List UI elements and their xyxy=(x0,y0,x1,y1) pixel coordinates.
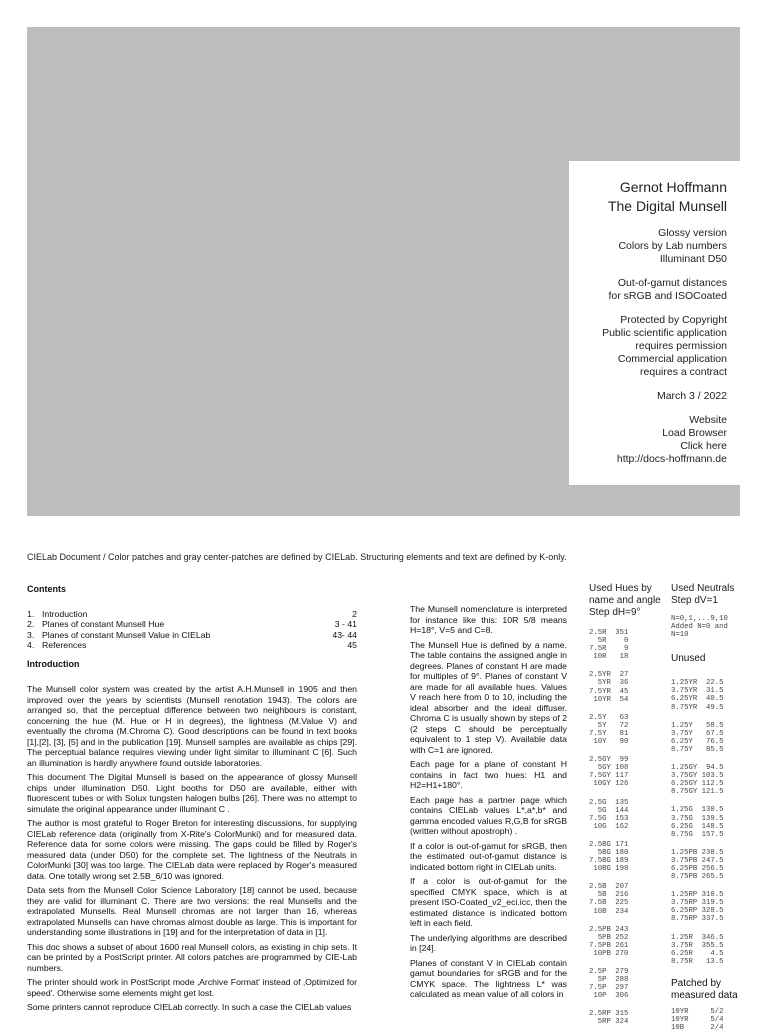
intro-paragraph: The Munsell color system was created by the artist A.H.Munsell in 1905 and then improved over the years by scientists (Munsell renotation 1943). The colors are arranged so, that the perceptual difference between two neighbours is constant, concerning the hue (M. Hue or H in degrees), the lightness (M.Value V) and eventually the chroma (M.Chroma C). Good descriptions can be found in text books [1],[2], [3], [5] and in the publication [19]. Munsell samples are available as chips [29]. The perceptual balance requires viewing under light similar to illuminant C [6]. Such an illumination is hardly anywhere found outside laboratories. xyxy=(27,684,357,768)
value-line: 10YR 54 xyxy=(589,695,629,704)
value-line: 10BG 198 xyxy=(589,865,629,874)
neutrals-header-line: Used Neutrals xyxy=(671,583,735,594)
value-line: 2.5B 207 xyxy=(589,883,629,892)
value-line: 10G 162 xyxy=(589,822,629,831)
toc-page: 3 - 41 xyxy=(334,619,357,629)
value-line: 2.5PB 243 xyxy=(589,925,629,934)
version-line: Illuminant D50 xyxy=(659,253,727,265)
body-paragraph: Each page for a plane of constant H contains in fact two hues: H1 and H2=H1+180°. xyxy=(410,759,567,790)
version-line: Glossy version xyxy=(658,227,727,239)
neutrals-header-line: Step dV=1 xyxy=(671,595,718,606)
gamut-line: Out-of-gamut distances xyxy=(617,277,727,289)
value-group xyxy=(671,764,743,796)
toc-title: References xyxy=(42,640,87,650)
value-group xyxy=(589,714,665,746)
value-group xyxy=(589,671,665,703)
value-line: 8.75Y 85.5 xyxy=(671,745,724,754)
value-group xyxy=(589,1010,665,1026)
body-paragraph: If a color is out-of-gamut for sRGB, then the estimated out-of-gamut distance is indicated bottom right in CIELab units. xyxy=(410,840,567,872)
value-line: 3.75PB 247.5 xyxy=(671,856,724,865)
value-line: 7.5Y 81 xyxy=(589,729,629,738)
middle-column xyxy=(410,604,567,1004)
left-column xyxy=(27,584,357,1017)
toc-title: Planes of constant Munsell Value in CIELab xyxy=(42,629,211,640)
value-line: 5GY 108 xyxy=(589,764,629,773)
value-line: 8.75PB 265.5 xyxy=(671,873,724,882)
copyright-line: Protected by Copyright xyxy=(620,314,727,326)
value-line: 3.75GY 103.5 xyxy=(671,772,724,781)
value-line: 5BG 180 xyxy=(589,848,629,857)
body-paragraph: The underlying algorithms are described in [24]. xyxy=(410,932,567,953)
toc-page: 45 xyxy=(347,640,357,650)
website-url[interactable]: http://docs-hoffmann.de xyxy=(616,453,727,465)
toc-entry[interactable] xyxy=(27,619,357,630)
value-line: 2.5GY 99 xyxy=(589,756,629,765)
copyright-line: requires a contract xyxy=(640,366,727,378)
value-line: 7.5P 297 xyxy=(589,984,629,993)
copyright-line: requires permission xyxy=(635,340,727,352)
value-line: 8.75YR 49.5 xyxy=(671,703,724,712)
value-group xyxy=(671,849,743,881)
version-line: Colors by Lab numbers xyxy=(618,240,727,252)
value-line: 1.25R 346.5 xyxy=(671,933,724,942)
value-group xyxy=(671,934,743,966)
value-line: 5YR 36 xyxy=(589,679,629,688)
introduction-heading: Introduction xyxy=(27,658,80,669)
value-group xyxy=(671,891,743,923)
value-line: 2.5P 279 xyxy=(589,968,629,976)
value-line: 7.5YR 45 xyxy=(589,687,629,696)
body-paragraph: The Munsell Hue is defined by a name. The table contains the assigned angle in degrees. Planes of constant H are made for multiples of 9°. Planes of constant V are made for all available hues. Values V reach here from 0 to 10, including the ideal absorber and the ideal diffuser. Chroma C is usually shown by steps of 2 (2 steps C should be perceptually equivalent to 1 step V). Available data with C=1 are ignored. xyxy=(410,639,567,755)
value-group xyxy=(589,926,665,958)
body-paragraph: Each page has a partner page which contains CIELab values L*,a*,b* and gamma encoded values R,G,B for sRGB (written without apostroph) . xyxy=(410,794,567,836)
value-line: 5P 288 xyxy=(589,976,629,985)
toc-entry[interactable] xyxy=(27,609,357,620)
value-line: 8.75GY 121.5 xyxy=(671,788,724,797)
contents-heading: Contents xyxy=(27,584,66,594)
gamut-line: for sRGB and ISOCoated xyxy=(608,290,727,302)
hues-header-line: Used Hues by xyxy=(589,583,652,594)
toc-entry[interactable] xyxy=(27,630,357,641)
copyright-line: Commercial application xyxy=(617,353,727,365)
value-line: 5Y 72 xyxy=(589,721,629,730)
link-line[interactable]: Website xyxy=(689,414,727,426)
toc-title: Planes of constant Munsell Hue xyxy=(42,619,165,629)
unused-list xyxy=(671,679,743,966)
measured-line: 10YR 5/2 xyxy=(671,1007,724,1016)
value-group xyxy=(671,722,743,754)
value-line: 2.5BG 171 xyxy=(589,840,629,849)
document-note: CIELab Document / Color patches and gray center-patches are defined by CIELab. Structuring elements and text are defined by K-only. xyxy=(27,552,567,562)
intro-paragraph: This document The Digital Munsell is based on the appearance of glossy Munsell chips under illumination D50. Light booths for D50 are available, either with fluorescent tubes or with Solux tungsten halogen bulbs [26]. There was no attempt to simulate the original appearance under illuminant C . xyxy=(27,772,357,814)
value-line: 7.5GY 117 xyxy=(589,772,629,781)
value-line: 7.5G 153 xyxy=(589,814,629,823)
value-line: 2.5Y 63 xyxy=(589,713,629,722)
body-paragraph: Planes of constant V in CIELab contain gamut boundaries for sRGB and for the CMYK space. The lightness L* was calculated as mean value of all colors in xyxy=(410,957,567,999)
neutrals-line: N=0,1,...9,10 xyxy=(671,615,728,623)
toc-entry[interactable] xyxy=(27,640,357,651)
value-line: 1.25PB 238.5 xyxy=(671,848,724,857)
toc-number: 3. xyxy=(27,629,35,640)
table-of-contents xyxy=(27,609,357,651)
toc-page: 43- 44 xyxy=(332,629,357,640)
measured-line: 10B 2/4 xyxy=(671,1024,724,1032)
neutrals-column xyxy=(671,583,743,1032)
value-line: 3.75R 355.5 xyxy=(671,941,724,950)
value-group xyxy=(589,799,665,831)
value-line: 6.25GY 112.5 xyxy=(671,780,724,789)
value-group xyxy=(589,756,665,788)
value-line: 2.5YR 27 xyxy=(589,671,629,680)
value-line: 10GY 126 xyxy=(589,780,629,789)
intro-paragraph: This doc shows a subset of about 1600 real Munsell colors, as existing in chip sets. It can be printed by a PostScript printer. All colors patches are programmed by CIE-Lab numbers. xyxy=(27,941,357,973)
author: Gernot Hoffmann xyxy=(619,179,727,195)
value-group xyxy=(589,629,665,661)
measured-line: 10YR 5/4 xyxy=(671,1016,724,1024)
value-line: 5RP 324 xyxy=(589,1018,629,1027)
body-paragraph: If a color is out-of-gamut for the specified CMYK space, which is at present ISO-Coated_v2_eci.icc, then the estimated distance is indicated bottom left in each field. xyxy=(410,876,567,928)
intro-paragraph: The author is most grateful to Roger Breton for interesting discussions, for supplying CIELab reference data (originally from X-Rite's ColorMunki) and for measured data. Reference data for some colors were missing. The gaps could be filled by Roger's measured data (under D50) for the complete set. The lightness of the Neutrals in ColorMunki [30] was too large. The CIELab data were replaced by Roger's measured data. One totally wrong set 2.5B_6/10 was ignored. xyxy=(27,818,357,881)
value-group xyxy=(671,679,743,711)
value-line: 3.75G 139.5 xyxy=(671,814,724,823)
value-line: 10B 234 xyxy=(589,907,629,916)
value-line: 8.75RP 337.5 xyxy=(671,915,724,924)
value-line: 1.25Y 58.5 xyxy=(671,721,724,730)
value-line: 8.75R 13.5 xyxy=(671,957,724,966)
value-line: 1.25GY 94.5 xyxy=(671,764,724,773)
value-line: 5B 216 xyxy=(589,891,629,900)
value-line: 6.25YR 40.5 xyxy=(671,695,724,704)
value-line: 2.5G 135 xyxy=(589,798,629,807)
hues-header-line: name and angle xyxy=(589,595,661,606)
value-line: 1.25G 130.5 xyxy=(671,806,724,815)
doc-title: The Digital Munsell xyxy=(607,198,727,214)
measured-label-line: Patched by xyxy=(671,977,722,989)
value-line: 3.75Y 67.5 xyxy=(671,729,724,738)
value-line: 3.75RP 319.5 xyxy=(671,899,724,908)
value-line: 5G 144 xyxy=(589,806,629,815)
value-group xyxy=(671,806,743,838)
value-group xyxy=(589,968,665,1000)
value-line: 7.5B 225 xyxy=(589,899,629,908)
intro-paragraph: The printer should work in PostScript mode ‚Archive Format' instead of ‚Optimized for speed'. Otherwise some elements might get lost. xyxy=(27,977,357,998)
value-line: 7.5R 9 xyxy=(589,645,629,654)
value-line: 5PB 252 xyxy=(589,933,629,942)
value-line: 6.25R 4.5 xyxy=(671,949,724,958)
hues-header-line: Step dH=9° xyxy=(589,607,641,618)
value-line: 6.25PB 256.5 xyxy=(671,864,724,873)
toc-page: 2 xyxy=(352,608,357,619)
value-line: 1.25RP 310.5 xyxy=(671,891,724,900)
value-line: 7.5BG 189 xyxy=(589,857,629,866)
value-line: 6.25G 148.5 xyxy=(671,822,724,831)
used-hues-column xyxy=(589,583,665,1027)
value-line: 7.5PB 261 xyxy=(589,941,629,950)
toc-number: 4. xyxy=(27,640,35,650)
value-line: 5R 0 xyxy=(589,637,629,646)
value-line: 6.25Y 76.5 xyxy=(671,737,724,746)
link-line[interactable]: Load Browser xyxy=(662,427,727,439)
value-line: 10P 306 xyxy=(589,992,629,1001)
value-line: 10R 18 xyxy=(589,653,629,662)
intro-paragraph: Data sets from the Munsell Color Science Laboratory [18] cannot be used, because they are valid for illuminant C. There are two versions: the real Munsells and the extrapolated Munsells. Real Munsell chromas are not larger than 16, whereas extrapolated Munsells can have chromas almost double as large. This is important for understanding some illustrations in [19] and for the interpretation of data in [1]. xyxy=(27,885,357,937)
link-line[interactable]: Click here xyxy=(680,440,727,452)
value-line: 6.25RP 328.5 xyxy=(671,907,724,916)
value-line: 2.5R 351 xyxy=(589,629,629,637)
value-line: 10Y 90 xyxy=(589,738,629,747)
value-group xyxy=(589,841,665,873)
toc-number: 1. xyxy=(27,608,35,619)
value-line: 8.75G 157.5 xyxy=(671,830,724,839)
neutrals-line: N=10 xyxy=(671,631,689,640)
value-line: 1.25YR 22.5 xyxy=(671,679,724,688)
value-line: 3.75YR 31.5 xyxy=(671,687,724,696)
date: March 3 / 2022 xyxy=(656,390,727,402)
body-paragraph: The Munsell nomenclature is interpreted for instance like this: 10R 5/8 means H=18°, V=5 and C=8. xyxy=(410,604,567,635)
intro-paragraph: Some printers cannot reproduce CIELab correctly. In such a case the CIELab values xyxy=(27,1002,352,1012)
copyright-line: Public scientific application xyxy=(602,327,727,339)
toc-title: Introduction xyxy=(42,608,88,619)
title-box xyxy=(569,161,740,485)
hue-list xyxy=(589,629,665,1027)
value-line: 2.5RP 315 xyxy=(589,1010,629,1019)
value-line: 10PB 270 xyxy=(589,949,629,958)
measured-label-line: measured data xyxy=(671,989,738,1001)
toc-number: 2. xyxy=(27,619,35,629)
unused-label: Unused xyxy=(671,653,706,665)
neutrals-line: Added N=0 and xyxy=(671,623,728,632)
value-group xyxy=(589,883,665,915)
